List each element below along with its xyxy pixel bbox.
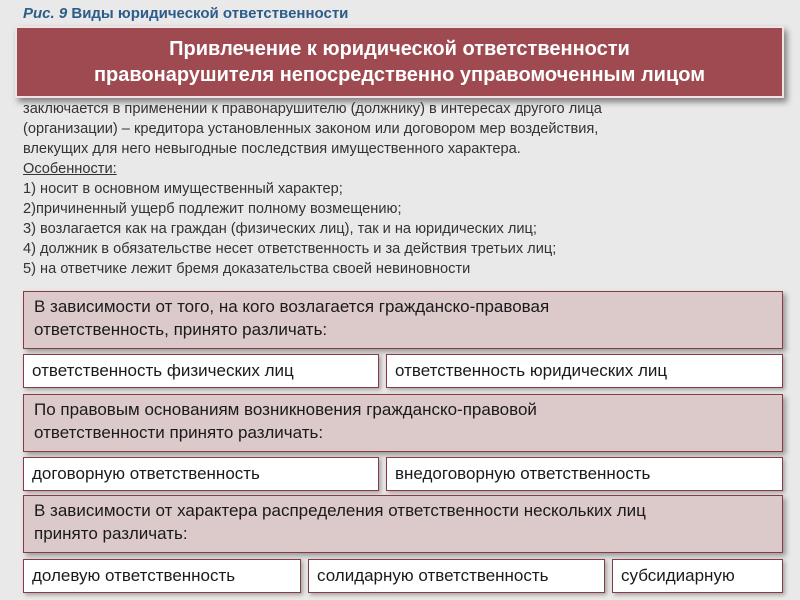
section-box-by-legal-basis: [23, 394, 783, 452]
feature-item: 3) возлагается как на граждан (физических лиц), так и на юридических лиц;: [23, 221, 537, 237]
description-line: (организации) – кредитора установленных законом или договором мер воздействия,: [23, 121, 599, 137]
features-title: Особенности:: [23, 161, 117, 177]
figure-number: Рис. 9: [23, 5, 68, 22]
description-line: влекущих для него невыгодные последствия имущественного характера.: [23, 141, 521, 157]
feature-item: 5) на ответчике лежит бремя доказательства своей невиновности: [23, 261, 471, 277]
section-line: ответственности принято различать:: [34, 423, 324, 442]
section-line: В зависимости от характера распределения ответственности нескольких лиц: [34, 501, 646, 520]
figure-caption: [23, 5, 348, 22]
item-subsidiary-liability: субсидиарную: [612, 559, 783, 593]
header-line-2: правонарушителя непосредственно управомоченным лицом: [93, 64, 706, 86]
feature-item: 1) носит в основном имущественный характер;: [23, 181, 343, 197]
feature-item: 2)причиненный ущерб подлежит полному возмещению;: [23, 201, 402, 217]
item-individuals-liability: ответственность физических лиц: [23, 354, 379, 388]
item-joint-liability: солидарную ответственность: [308, 559, 605, 593]
header-line-1: Привлечение к юридической ответственности: [169, 38, 630, 60]
section-line: ответственность, принято различать:: [34, 320, 328, 339]
figure-title: Виды юридической ответственности: [71, 5, 349, 22]
section-line: В зависимости от того, на кого возлагается гражданско-правовая: [34, 297, 550, 316]
section-box-by-distribution: [23, 495, 783, 553]
section-box-by-subject: [23, 291, 783, 349]
item-shared-liability: долевую ответственность: [23, 559, 301, 593]
description-line: заключается в применении к правонарушителю (должнику) в интересах другого лица: [23, 101, 602, 117]
header-banner: [15, 26, 784, 98]
item-non-contractual-liability: внедоговорную ответственность: [386, 457, 783, 491]
feature-item: 4) должник в обязательстве несет ответственность и за действия третьих лиц;: [23, 241, 557, 257]
item-contractual-liability: договорную ответственность: [23, 457, 379, 491]
section-line: По правовым основаниям возникновения гражданско-правовой: [34, 400, 537, 419]
description-block: [23, 99, 783, 279]
item-legal-entities-liability: ответственность юридических лиц: [386, 354, 783, 388]
section-line: принято различать:: [34, 524, 188, 543]
